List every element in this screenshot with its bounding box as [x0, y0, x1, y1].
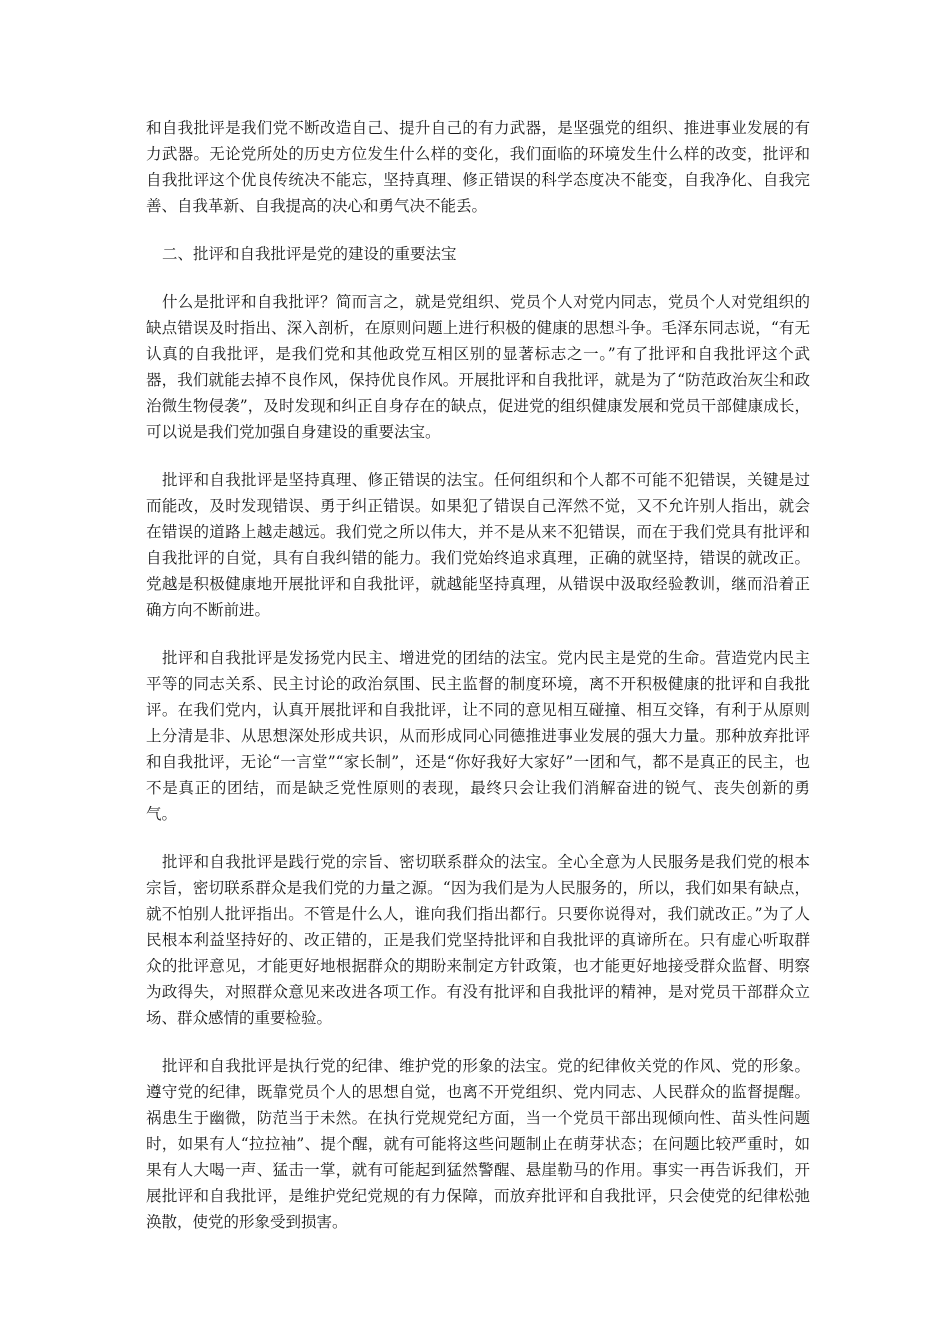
paragraph-masses: 批评和自我批评是践行党的宗旨、密切联系群众的法宝。全心全意为人民服务是我们党的根本宗旨，密切联系群众是我们党的力量之源。“因为我们是为人民服务的，所以，我们如果有缺点，就不怕别人批评指出。不管是什么人，谁向我们指出都行。只要你说得对，我们就改正。”为了人民根本利益坚持好的、改正错的，正是我们党坚持批评和自我批评的真谛所在。只有虚心听取群众的批评意见，才能更好地根据群众的期盼来制定方针政策，也才能更好地接受群众监督、明察为政得失，对照群众意见来改进各项工作。有没有批评和自我批评的精神，是对党员干部群众立场、群众感情的重要检验。 [146, 853, 810, 1027]
paragraph-democracy: 批评和自我批评是发扬党内民主、增进党的团结的法宝。党内民主是党的生命。营造党内民主平等的同志关系、民主讨论的政治氛围、民主监督的制度环境，离不开积极健康的批评和自我批评。在我们党内，认真开展批评和自我批评，让不同的意见相互碰撞、相互交锋，有利于从原则上分清是非、从思想深处形成共识，从而形成同心同德推进事业发展的强大力量。那种放弃批评和自我批评，无论“一言堂”“家长制”，还是“你好我好大家好”一团和气，都不是真正的民主，也不是真正的团结，而是缺乏党性原则的表现，最终只会让我们消解奋进的锐气、丧失创新的勇气。 [146, 649, 810, 823]
paragraph-truth: 批评和自我批评是坚持真理、修正错误的法宝。任何组织和个人都不可能不犯错误，关键是过而能改，及时发现错误、勇于纠正错误。如果犯了错误自己浑然不觉，又不允许别人指出，就会在错误的道路上越走越远。我们党之所以伟大，并不是从来不犯错误，而在于我们党具有批评和自我批评的自觉，具有自我纠错的能力。我们党始终追求真理，正确的就坚持，错误的就改正。党越是积极健康地开展批评和自我批评，就越能坚持真理，从错误中汲取经验教训，继而沿着正确方向不断前进。 [146, 471, 810, 619]
paragraph-gap [146, 267, 810, 289]
paragraph-gap [146, 1031, 810, 1053]
paragraph-definition: 什么是批评和自我批评？简而言之，就是党组织、党员个人对党内同志，党员个人对党组织的缺点错误及时指出、深入剖析，在原则问题上进行积极的健康的思想斗争。毛泽东同志说，“有无认真的自我批评，是我们党和其他政党互相区别的显著标志之一。”有了批评和自我批评这个武器，我们就能去掉不良作风，保持优良作风。开展批评和自我批评，就是为了“防范政治灰尘和政治微生物侵袭”，及时发现和纠正自身存在的缺点，促进党的组织健康发展和党员干部健康成长，可以说是我们党加强自身建设的重要法宝。 [146, 293, 810, 441]
paragraph-gap [146, 219, 810, 241]
paragraph-discipline: 批评和自我批评是执行党的纪律、维护党的形象的法宝。党的纪律攸关党的作风、党的形象。遵守党的纪律，既靠党员个人的思想自觉，也离不开党组织、党内同志、人民群众的监督提醒。祸患生于幽微，防范当于未然。在执行党规党纪方面，当一个党员干部出现倾向性、苗头性问题时，如果有人“拉拉袖”、提个醒，就有可能将这些问题制止在萌芽状态；在问题比较严重时，如果有人大喝一声、猛击一掌，就有可能起到猛然警醒、悬崖勒马的作用。事实一再告诉我们，开展批评和自我批评，是维护党纪党规的有力保障，而放弃批评和自我批评，只会使党的纪律松弛涣散，使党的形象受到损害。 [146, 1057, 810, 1231]
section-heading: 二、批评和自我批评是党的建设的重要法宝 [162, 245, 457, 263]
paragraph-intro: 和自我批评是我们党不断改造自己、提升自己的有力武器，是坚强党的组织、推进事业发展的有力武器。无论党所处的历史方位发生什么样的变化，我们面临的环境发生什么样的改变，批评和自我批评这个优良传统决不能忘，坚持真理、修正错误的科学态度决不能变，自我净化、自我完善、自我革新、自我提高的决心和勇气决不能丢。 [146, 119, 810, 215]
paragraph-gap [146, 623, 810, 645]
paragraph-gap [146, 445, 810, 467]
document-page [146, 115, 810, 1235]
paragraph-gap [146, 827, 810, 849]
